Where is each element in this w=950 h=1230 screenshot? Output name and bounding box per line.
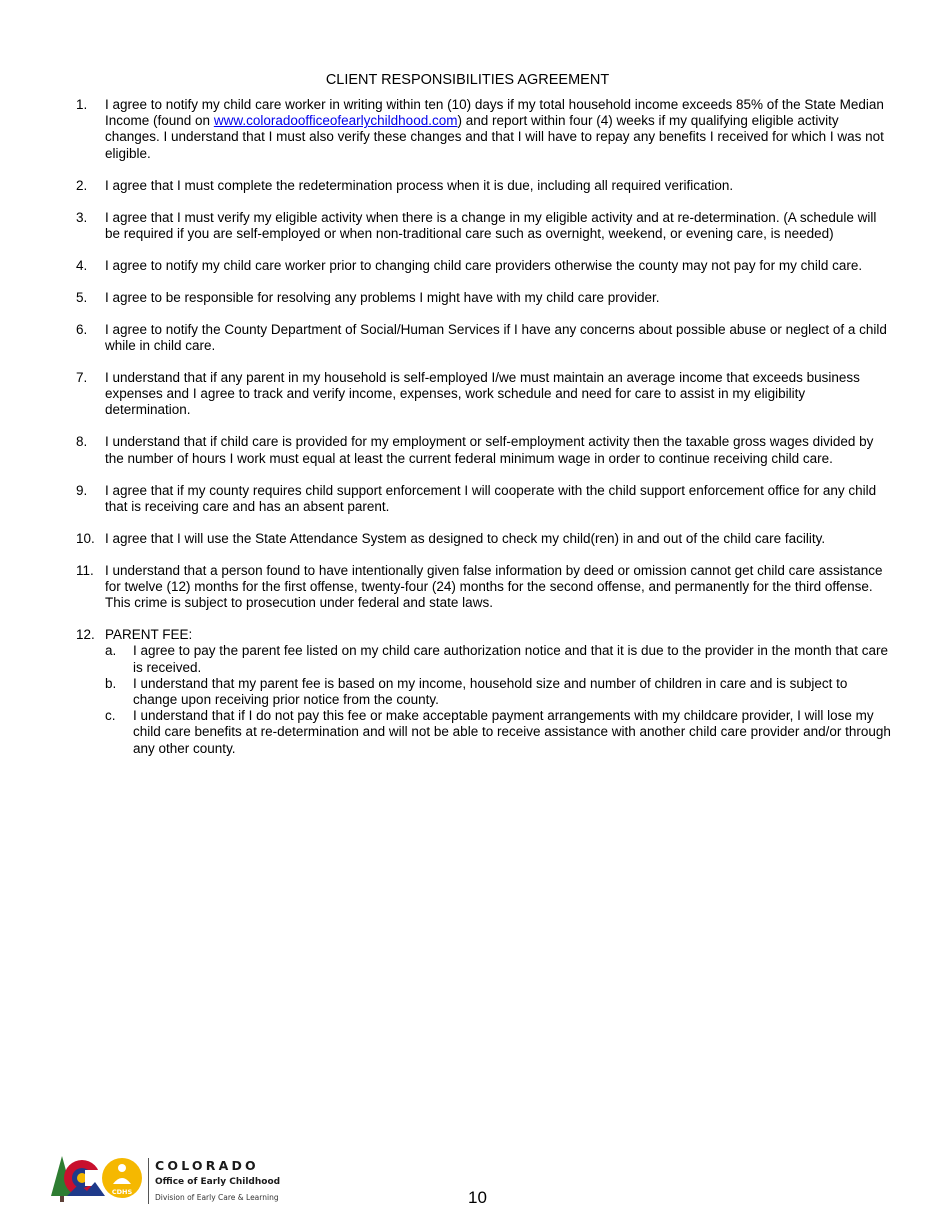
item-number: 9. [76,482,88,498]
item-text: I understand that a person found to have intentionally given false information by deed or omission cannot get child care assistance for twelve (12) months for the first offense, twenty-four (24) months for the second offense, and permanently for the third offense. This crime is subject to prosecution under federal and state laws. [105,562,883,611]
sub-item-letter: b. [105,675,117,691]
oec-website-link[interactable]: www.coloradoofficeofearlychildhood.com [213,113,458,129]
list-item [76,97,892,162]
parent-fee-heading: PARENT FEE: [105,627,193,643]
brand-name: COLORADO [155,1158,259,1173]
item-text: I understand that if any parent in my household is self-employed I/we must maintain an average income that exceeds business expenses and I agree to track and verify income, expenses, work schedule and need for care to assist in my eligibility determination. [105,370,860,418]
sub-item [105,676,892,708]
list-item [76,370,892,419]
item-number: 4. [76,257,88,273]
list-item [76,483,892,515]
item-text: I agree to be responsible for resolving any problems I might have with my child care provider. [105,289,660,305]
list-item-parent-fee [76,627,892,757]
list-item [76,290,892,306]
list-item [76,322,892,354]
list-item [76,563,892,612]
family-figure-head [118,1164,126,1172]
item-number: 3. [76,209,88,225]
item-number: 12. [76,627,95,643]
item-text: I agree to notify my child care worker prior to changing child care providers otherwise the county may not pay for my child care. [105,257,863,273]
page-number: 10 [468,1188,487,1207]
list-item [76,178,892,194]
item-number: 2. [76,177,88,193]
item-number: 10. [76,530,95,546]
item-text: I agree to notify the County Department of Social/Human Services if I have any concerns about possible abuse or neglect of a child while in child care. [105,321,887,354]
item-number: 7. [76,370,88,386]
list-item [76,434,892,466]
item-number: 8. [76,434,88,450]
item-text-part: ) and report within four (4) weeks if my qualifying eligible activity changes. I understand that I must also verify these changes and that I will have to repay any benefits I received for which I was not eligible. [105,113,884,161]
sub-item-letter: a. [105,643,117,659]
item-text: I agree that I must verify my eligible activity when there is a change in my eligible activity and at re-determination. (A schedule will be required if you are self-employed or when non-traditional care such as overnight, weekend, or evening care, is needed) [105,209,877,241]
item-text [105,627,892,757]
colorado-c-opening [85,1170,101,1186]
item-text [105,97,892,162]
item-text: I agree that if my county requires child support enforcement I will cooperate with the child support enforcement office for any child that is receiving care and has an absent parent. [105,482,877,514]
page-title: CLIENT RESPONSIBILITIES AGREEMENT [325,72,610,88]
sub-item-letter: c. [105,708,116,724]
item-text: I agree that I must complete the redetermination process when it is due, including all required verification. [105,177,734,193]
item-text: I understand that if child care is provided for my employment or self-employment activity then the taxable gross wages divided by the number of hours I work must equal at least the current federal minimum wage in order to continue receiving child care. [105,434,874,466]
sub-item-text: I agree to pay the parent fee listed on my child care authorization notice and that it is due to the provider in the month that care is received. [133,643,888,675]
tree-trunk [60,1196,64,1202]
sub-item-text: I understand that if I do not pay this fee or make acceptable payment arrangements with my childcare provider, I will lose my child care benefits at re-determination and will not be able to receive assistance with another child care provider and/or through any other county. [133,708,891,756]
item-number: 6. [76,321,88,337]
item-number: 5. [76,289,88,305]
item-text-part: I agree to notify my child care worker in writing within ten (10) days if my total household income exceeds 85% of the State Median Income (found on [105,97,884,129]
cdhs-badge-text: CDHS [111,1188,133,1196]
sub-item [105,643,892,675]
sub-item [105,708,892,757]
logo-divider [148,1158,149,1204]
item-text: I agree that I will use the State Attendance System as designed to check my child(ren) in and out of the child care facility. [105,530,826,546]
brand-division: Division of Early Care & Learning [155,1193,279,1202]
item-number: 11. [76,562,94,578]
item-number: 1. [76,97,88,112]
brand-office: Office of Early Childhood [155,1177,281,1187]
list-item [76,531,892,547]
responsibilities-list [76,97,892,773]
list-item [76,258,892,274]
sub-item-text: I understand that my parent fee is based on my income, household size and number of children in care and is subject to change upon receiving prior notice from the county. [133,675,848,708]
list-item [76,210,892,242]
